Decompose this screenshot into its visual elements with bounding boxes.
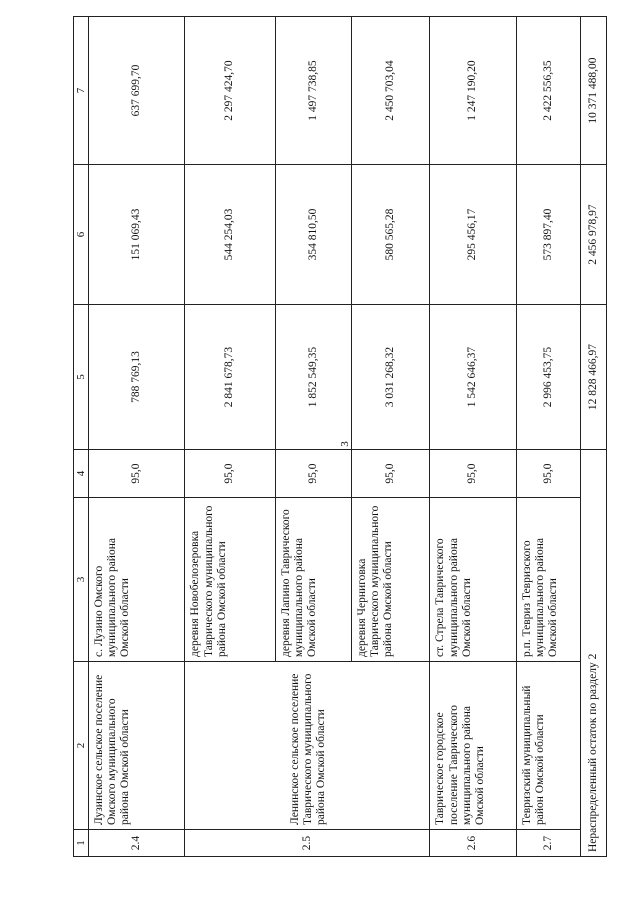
- amount-col5: 1 542 646,37: [430, 305, 516, 450]
- header-cell: 1: [74, 830, 89, 857]
- header-cell: 4: [74, 450, 89, 498]
- amount-col7: 1 247 190,20: [430, 17, 516, 165]
- amount-col6: 354 810,50: [275, 165, 351, 305]
- total-col6: 2 456 978,97: [580, 165, 606, 305]
- table-row: [516, 17, 580, 857]
- row-number: 2.5: [185, 830, 430, 857]
- amount-col7: 2 422 556,35: [516, 17, 580, 165]
- place-cell: деревня Новобелозеровка Таврического муниципального района Омской области: [185, 498, 275, 662]
- organization-cell: Тевризский муниципальный район Омской области: [516, 662, 580, 830]
- place-cell: р.п. Тевриз Тевризского муниципального района Омской области: [516, 498, 580, 662]
- header-cell: 7: [74, 17, 89, 165]
- percent-cell: 95,0: [185, 450, 275, 498]
- place-cell: с. Лузино Омского муниципального района Омской области: [89, 498, 185, 662]
- percent-cell: 95,0: [275, 450, 351, 498]
- amount-col7: 637 699,70: [89, 17, 185, 165]
- amount-col7: 2 450 703,04: [352, 17, 430, 165]
- place-cell: деревня Лапино Таврического муниципального района Омской области: [275, 498, 351, 662]
- amount-col7: 1 497 738,85: [275, 17, 351, 165]
- rotated-table-container: [73, 17, 607, 857]
- amount-col6: 544 254,03: [185, 165, 275, 305]
- page-number: 3: [338, 441, 351, 447]
- row-number: 2.4: [89, 830, 185, 857]
- percent-cell: 95,0: [89, 450, 185, 498]
- total-label: Нераспределенный остаток по разделу 2: [580, 450, 606, 857]
- amount-col5: 2 841 678,73: [185, 305, 275, 450]
- header-cell: 6: [74, 165, 89, 305]
- amount-col5: 1 852 549,35: [275, 305, 351, 450]
- row-number: 2.6: [430, 830, 516, 857]
- table-row: [430, 17, 516, 857]
- amount-col5: 3 031 268,32: [352, 305, 430, 450]
- percent-cell: 95,0: [430, 450, 516, 498]
- organization-cell: Таврическое городское поселение Таврического муниципального района Омской области: [430, 662, 516, 830]
- header-cell: 5: [74, 305, 89, 450]
- total-col7: 10 371 488,00: [580, 17, 606, 165]
- amount-col7: 2 297 424,70: [185, 17, 275, 165]
- total-row: [580, 17, 606, 857]
- header-row: [74, 17, 89, 857]
- amount-col6: 295 456,17: [430, 165, 516, 305]
- organization-cell: Лузинское сельское поселение Омского муниципального района Омской области: [89, 662, 185, 830]
- percent-cell: 95,0: [516, 450, 580, 498]
- amount-col6: 573 897,40: [516, 165, 580, 305]
- percent-cell: 95,0: [352, 450, 430, 498]
- table-row: [185, 17, 275, 857]
- allocation-table: [73, 16, 607, 857]
- place-cell: ст. Стрела Таврического муниципального района Омской области: [430, 498, 516, 662]
- amount-col6: 151 069,43: [89, 165, 185, 305]
- amount-col6: 580 565,28: [352, 165, 430, 305]
- header-cell: 3: [74, 498, 89, 662]
- amount-col5: 2 996 453,75: [516, 305, 580, 450]
- amount-col5: 788 769,13: [89, 305, 185, 450]
- place-cell: деревня Черниговка Таврического муниципального района Омской области: [352, 498, 430, 662]
- total-col5: 12 828 466,97: [580, 305, 606, 450]
- table-row: [89, 17, 185, 857]
- organization-cell: Ленинское сельское поселение Таврического муниципального района Омской области: [185, 662, 430, 830]
- row-number: 2.7: [516, 830, 580, 857]
- header-cell: 2: [74, 662, 89, 830]
